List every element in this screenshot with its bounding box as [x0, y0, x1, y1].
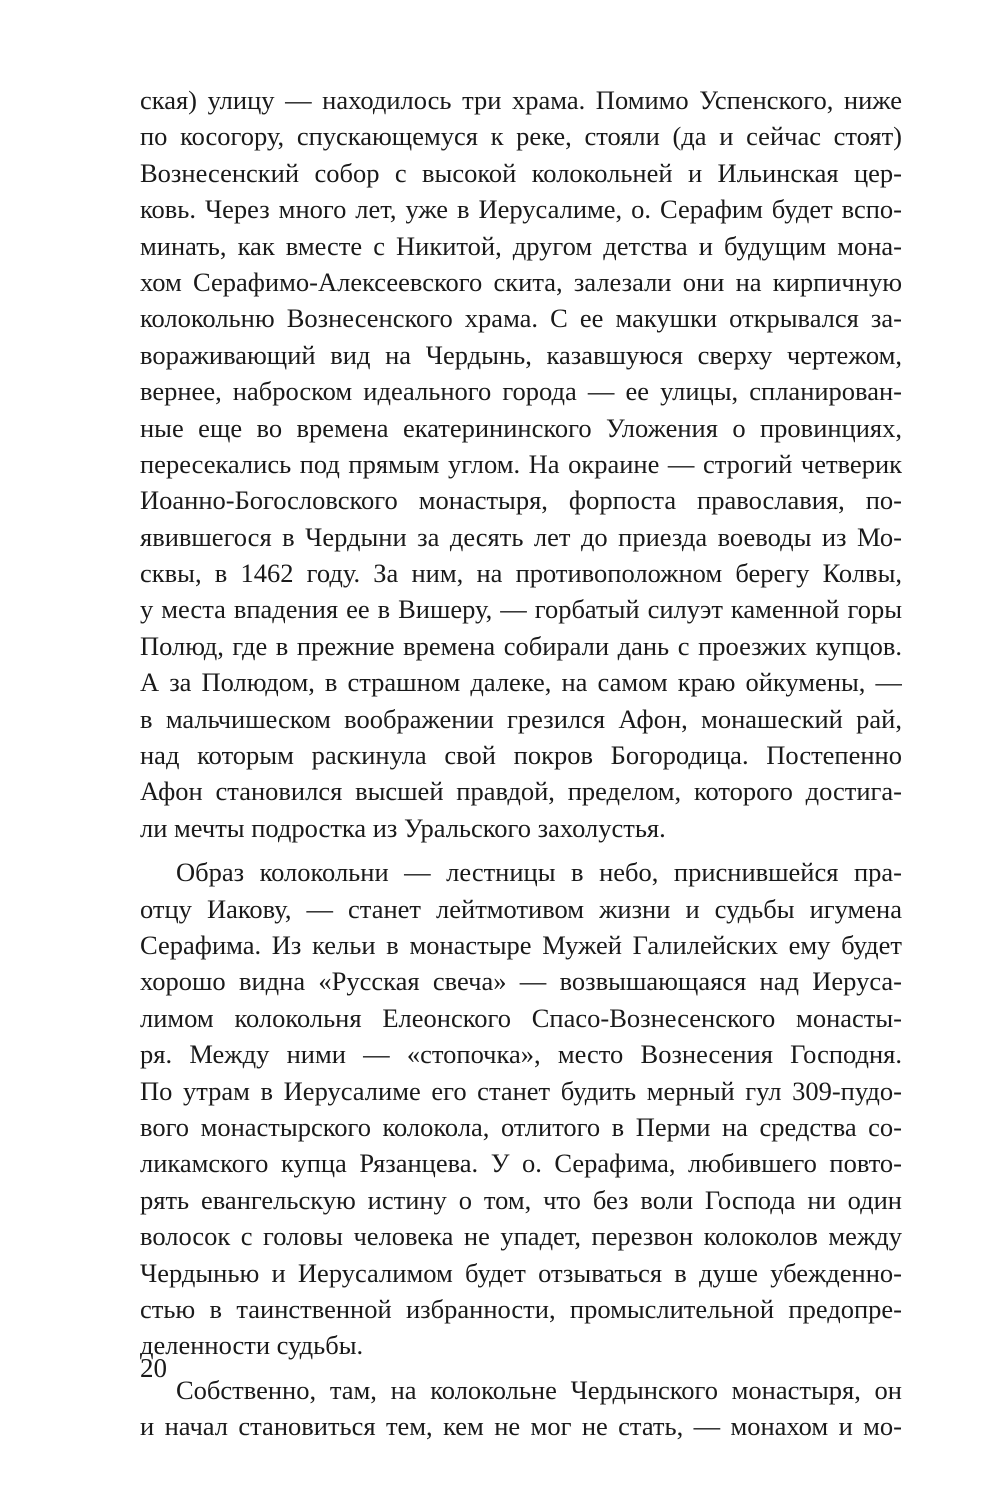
text-line: стью в таинственной избранности, промыслительной предопре-	[140, 1293, 902, 1324]
text-line: Чердынью и Иерусалимом будет отзываться в душе убежденно-	[140, 1257, 902, 1288]
text-line: Вознесенский собор с высокой колокольней и Ильинская цер-	[140, 157, 902, 188]
text-line: колокольню Вознесенского храма. С ее макушки открывался за-	[140, 303, 902, 334]
text-line: и начал становиться тем, кем не мог не стать, — монахом и мо-	[140, 1411, 902, 1442]
text-line: вораживающий вид на Чердынь, казавшуюся сверху чертежом,	[140, 339, 902, 370]
text-line: в мальчишеском воображении грезился Афон, монашеский рай,	[140, 703, 902, 734]
text-line: вого монастырского колокола, отлитого в Перми на средства со-	[140, 1111, 902, 1142]
text-line: волосок с головы человека не упадет, перезвон колоколов между	[140, 1221, 902, 1252]
text-line: хорошо видна «Русская свеча» — возвышающаяся над Иеруса-	[140, 966, 902, 997]
text-line: деленности судьбы.	[140, 1330, 364, 1361]
text-line: над которым раскинула свой покров Богородица. Постепенно	[140, 740, 902, 771]
text-line: Собственно, там, на колокольне Чердынского монастыря, он	[176, 1374, 902, 1405]
text-line: Полюд, где в прежние времена собирали дань с проезжих купцов.	[140, 630, 902, 661]
text-line: ликамского купца Рязанцева. У о. Серафима, любившего повто-	[140, 1148, 902, 1179]
text-line: пересекались под прямым углом. На окраине — строгий четверик	[140, 448, 902, 479]
text-line: А за Полюдом, в страшном далеке, на самом краю ойкумены, —	[140, 667, 902, 698]
text-line: ская) улицу — находилось три храма. Помимо Успенского, ниже	[140, 85, 902, 115]
paragraph-gap	[140, 1364, 902, 1372]
text-line: ли мечты подростка из Уральского захолустья.	[140, 812, 666, 843]
paragraph-1	[140, 82, 902, 846]
text-line: ные еще во времена екатерининского Уложения о провинциях,	[140, 412, 902, 443]
page-number: 20	[140, 1353, 167, 1383]
paragraph-2	[140, 854, 902, 1363]
text-line: явившегося в Чердыни за десять лет до приезда воеводы из Мо-	[140, 521, 902, 552]
text-line: лимом колокольня Елеонского Спасо-Вознесенского монасты-	[140, 1002, 902, 1033]
text-line: Афон становился высшей правдой, пределом, которого достига-	[140, 776, 902, 807]
text-line: у места впадения ее в Вишеру, — горбатый силуэт каменной горы	[140, 594, 902, 625]
text-line: По утрам в Иерусалиме его станет будить мерный гул 309-пудо-	[140, 1075, 902, 1106]
text-line: минать, как вместе с Никитой, другом детства и будущим мона-	[140, 230, 902, 261]
text-line: вернее, наброском идеального города — ее улицы, спланирован-	[140, 376, 902, 407]
text-line: рять евангельскую истину о том, что без воли Господа ни один	[140, 1184, 902, 1215]
text-line: отцу Иакову, — станет лейтмотивом жизни и судьбы игумена	[140, 893, 902, 924]
text-line: по косогору, спускающемуся к реке, стояли (да и сейчас стоят)	[140, 121, 902, 152]
paragraph-gap	[140, 846, 902, 854]
paragraph-3	[140, 1372, 902, 1445]
text-line: ря. Между ними — «стопочка», место Вознесения Господня.	[140, 1039, 902, 1070]
text-line: Образ колокольни — лестницы в небо, приснившейся пра-	[176, 857, 902, 888]
text-line: ковь. Через много лет, уже в Иерусалиме, о. Серафим будет вспо-	[140, 194, 902, 225]
text-line: Иоанно-Богословского монастыря, форпоста православия, по-	[140, 485, 902, 516]
text-line: сквы, в 1462 году. За ним, на противоположном берегу Колвы,	[140, 558, 902, 589]
body-text	[140, 82, 902, 1444]
text-line: Серафима. Из кельи в монастыре Мужей Галилейских ему будет	[140, 929, 902, 960]
text-line: хом Серафимо-Алексеевского скита, залезали они на кирпичную	[140, 266, 902, 297]
